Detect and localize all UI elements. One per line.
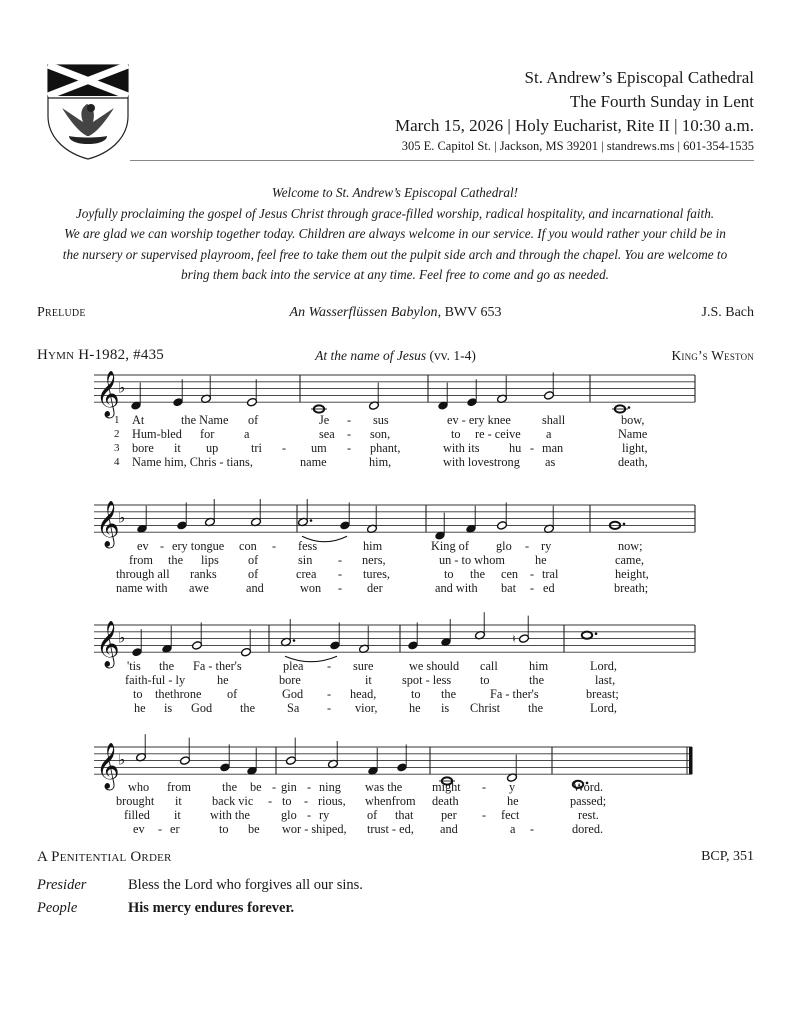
lyric-syllable: he bbox=[535, 553, 547, 567]
lyric-syllable: sea bbox=[319, 427, 335, 441]
lyric-syllable: up bbox=[206, 441, 219, 455]
lyric-syllable: - bbox=[282, 441, 287, 455]
lyric-syllable: it bbox=[365, 673, 372, 687]
lyric-syllable: ed bbox=[543, 581, 555, 595]
lyric-syllable: wor - shiped, bbox=[282, 822, 347, 836]
welcome-line: Welcome to St. Andrew’s Episcopal Cathedral! bbox=[271, 185, 519, 200]
note bbox=[285, 738, 296, 766]
lyric-syllable: he bbox=[507, 794, 519, 808]
lyric-syllable: it bbox=[174, 441, 181, 455]
flat-sign-icon: ♭ bbox=[118, 378, 126, 397]
note bbox=[368, 383, 379, 411]
lyric-syllable: faith-ful - ly bbox=[125, 673, 186, 687]
treble-clef-icon: 𝄞 bbox=[96, 501, 120, 548]
lyric-syllable: death, bbox=[618, 455, 648, 469]
penitential-label: A Penitential Order bbox=[37, 849, 172, 865]
lyric-syllable: was the bbox=[365, 780, 403, 794]
lyric-syllable: and with bbox=[435, 581, 478, 595]
church-name: St. Andrew’s Episcopal Cathedral bbox=[524, 68, 754, 87]
lyric-syllable: ev bbox=[133, 822, 145, 836]
lyric-syllable: - bbox=[272, 539, 277, 553]
lyric-syllable: to bbox=[219, 822, 229, 836]
lyric-syllable: and bbox=[440, 822, 458, 836]
lyric-syllable: sure bbox=[353, 659, 374, 673]
lyric-syllable: from bbox=[167, 780, 191, 794]
lyric-syllable: Name bbox=[618, 427, 648, 441]
lyric-syllable: per bbox=[441, 808, 457, 822]
lyric-syllable: - bbox=[338, 581, 343, 595]
lyric-syllable: - bbox=[482, 780, 487, 794]
lyric-syllable: glo bbox=[281, 808, 297, 822]
flat-sign-icon: ♭ bbox=[118, 750, 126, 769]
verse-number: 3 bbox=[114, 442, 120, 454]
note bbox=[246, 748, 257, 776]
welcome-line: We are glad we can worship together today. Children are always welcome in our service. If you would rather your child be in bbox=[64, 226, 726, 241]
lyric-syllable: to bbox=[133, 687, 143, 701]
lyric-syllable: con bbox=[239, 539, 257, 553]
lyric-syllable: fess bbox=[298, 539, 318, 553]
lyric-syllable: death bbox=[432, 794, 459, 808]
flat-sign-icon: ♭ bbox=[118, 508, 126, 527]
lyric-syllable: last, bbox=[595, 673, 616, 687]
lyric-syllable: a bbox=[546, 427, 552, 441]
lyric-syllable: he bbox=[134, 701, 146, 715]
service-line: March 15, 2026 | Holy Eucharist, Rite II | 10:30 a.m. bbox=[394, 116, 754, 135]
note bbox=[240, 629, 251, 657]
lyric-syllable: trust - ed, bbox=[367, 822, 414, 836]
lyric-syllable: der bbox=[367, 581, 383, 595]
note bbox=[434, 513, 445, 541]
final-barline bbox=[689, 747, 693, 774]
rite-line-presider bbox=[37, 877, 737, 897]
note bbox=[176, 502, 187, 530]
lyric-syllable: him, bbox=[369, 455, 392, 469]
lyric-syllable: name with bbox=[116, 581, 168, 595]
lyric-syllable: Je bbox=[319, 413, 330, 427]
lyric-syllable: the Name bbox=[181, 413, 229, 427]
staff-system bbox=[94, 371, 695, 419]
lyric-syllable: to bbox=[480, 673, 490, 687]
lyric-syllable: to bbox=[451, 427, 461, 441]
lyric-syllable: - bbox=[327, 701, 332, 715]
lyric-syllable: - bbox=[530, 441, 535, 455]
prelude-composer: J.S. Bach bbox=[701, 305, 754, 320]
lyric-syllable: sus bbox=[373, 413, 389, 427]
lyric-syllable: for bbox=[200, 427, 215, 441]
verse-number: 2 bbox=[114, 428, 120, 440]
lyric-syllable: ev - ery knee bbox=[447, 413, 511, 427]
lyric-syllable: awe bbox=[189, 581, 209, 595]
note bbox=[172, 379, 183, 407]
lyric-syllable: brought bbox=[116, 794, 155, 808]
lyric-syllable: - bbox=[338, 553, 343, 567]
hymn-title: At the name of Jesus (vv. 1-4) bbox=[315, 348, 476, 363]
note bbox=[219, 744, 230, 772]
note bbox=[506, 755, 517, 783]
lyric-syllable: shall bbox=[542, 413, 566, 427]
lyric-syllable: the bbox=[159, 659, 175, 673]
note bbox=[246, 379, 257, 407]
rite-line-people bbox=[37, 900, 737, 920]
note bbox=[496, 502, 507, 530]
lyric-syllable: won bbox=[300, 581, 322, 595]
lyric-syllable: breath; bbox=[614, 581, 649, 595]
lyric-syllable: ning bbox=[319, 780, 341, 794]
lyric-syllable: of bbox=[248, 413, 259, 427]
note bbox=[366, 506, 377, 534]
note bbox=[358, 626, 369, 654]
lyric-syllable: Hum-bled bbox=[132, 427, 182, 441]
welcome-line: bring them back into the service at any time. Feel free to come and go as needed. bbox=[181, 267, 609, 282]
note bbox=[130, 383, 141, 411]
lyric-syllable: head, bbox=[350, 687, 377, 701]
note bbox=[474, 612, 485, 640]
lyric-syllable: ry bbox=[541, 539, 552, 553]
lyric-syllable: y bbox=[509, 780, 516, 794]
note bbox=[329, 622, 340, 650]
lyric-syllable: a bbox=[510, 822, 516, 836]
note bbox=[339, 502, 350, 530]
note bbox=[582, 632, 598, 639]
lyric-syllable: the bbox=[441, 687, 457, 701]
lyric-syllable: - bbox=[482, 808, 487, 822]
lyric-syllable: of bbox=[248, 553, 259, 567]
role-label: People bbox=[37, 900, 78, 916]
lyric-syllable: Christ bbox=[470, 701, 501, 715]
lyric-syllable: sin bbox=[298, 553, 313, 567]
note bbox=[191, 622, 202, 650]
lyric-syllable: filled bbox=[124, 808, 150, 822]
lyric-syllable: gin bbox=[281, 780, 297, 794]
note bbox=[440, 619, 451, 647]
lyric-syllable: - bbox=[158, 822, 163, 836]
note bbox=[136, 506, 147, 534]
lyric-syllable: to bbox=[411, 687, 421, 701]
note bbox=[465, 506, 476, 534]
lyric-syllable: ry bbox=[319, 808, 330, 822]
lyric-syllable: un - to whom bbox=[439, 553, 505, 567]
note bbox=[543, 506, 554, 534]
lyric-syllable: - bbox=[272, 780, 277, 794]
lyric-syllable: rest. bbox=[578, 808, 599, 822]
lyric-syllable: cen bbox=[501, 567, 519, 581]
rite-text: Bless the Lord who forgives all our sins. bbox=[128, 877, 363, 893]
lyric-syllable: er bbox=[170, 822, 180, 836]
lyric-syllable: might bbox=[432, 780, 461, 794]
lyric-syllable: - bbox=[338, 567, 343, 581]
penitential-reference: BCP, 351 bbox=[701, 849, 754, 864]
lyric-syllable: of bbox=[367, 808, 378, 822]
lyric-syllable: bore bbox=[279, 673, 301, 687]
lyric-syllable: thethrone bbox=[155, 687, 202, 701]
note bbox=[200, 376, 211, 404]
lyric-syllable: the bbox=[240, 701, 256, 715]
lyric-syllable: Name him, Chris - tians, bbox=[132, 455, 253, 469]
lyric-syllable: - bbox=[347, 441, 352, 455]
lyric-syllable: ners, bbox=[362, 553, 386, 567]
lyric-syllable: name bbox=[300, 455, 327, 469]
lyric-syllable: - bbox=[327, 659, 332, 673]
lyric-syllable: a bbox=[244, 427, 250, 441]
lyric-syllable: breast; bbox=[586, 687, 619, 701]
lyric-syllable: tri bbox=[251, 441, 262, 455]
lyric-syllable: glo bbox=[496, 539, 512, 553]
note bbox=[367, 748, 378, 776]
lyric-syllable: he bbox=[409, 701, 421, 715]
lyric-syllable: is bbox=[441, 701, 450, 715]
lyric-syllable: lips bbox=[201, 553, 219, 567]
lyric-syllable: the bbox=[529, 673, 545, 687]
note bbox=[280, 619, 295, 647]
note bbox=[131, 629, 142, 657]
lyric-syllable: with the bbox=[210, 808, 250, 822]
note bbox=[543, 372, 554, 400]
lyric-syllable: the bbox=[222, 780, 238, 794]
lyric-syllable: as bbox=[545, 455, 556, 469]
lyric-syllable: 'tis bbox=[127, 659, 141, 673]
hymn-label: Hymn H-1982, #435 bbox=[37, 347, 164, 363]
note bbox=[396, 744, 407, 772]
lyric-syllable: dored. bbox=[572, 822, 604, 836]
lyric-syllable: - bbox=[268, 794, 273, 808]
lyric-syllable: to bbox=[282, 794, 292, 808]
welcome-line: the nursery or supervised playroom, feel free to take them out the pulpit side arch and through the chapel. You are welcome to bbox=[62, 246, 728, 262]
lyric-syllable: who bbox=[128, 780, 150, 794]
lyric-syllable: tures, bbox=[363, 567, 390, 581]
note bbox=[327, 741, 338, 769]
lyric-syllable: bat bbox=[501, 581, 517, 595]
lyric-syllable: it bbox=[175, 794, 182, 808]
contact-line: 305 E. Capitol St. | Jackson, MS 39201 | standrews.ms | 601-354-1535 bbox=[401, 139, 754, 153]
lyric-syllable: Lord, bbox=[590, 701, 617, 715]
note bbox=[311, 405, 327, 412]
note bbox=[512, 616, 530, 646]
lyric-syllable: King of bbox=[431, 539, 469, 553]
note bbox=[204, 499, 215, 527]
note bbox=[437, 383, 448, 411]
lyric-syllable: ranks bbox=[190, 567, 217, 581]
lyric-syllable: tral bbox=[542, 567, 559, 581]
occasion-title: The Fourth Sunday in Lent bbox=[569, 92, 754, 111]
note bbox=[135, 734, 146, 762]
lyric-syllable: through all bbox=[116, 567, 170, 581]
lyric-syllable: we should bbox=[409, 659, 460, 673]
lyric-syllable: the bbox=[528, 701, 544, 715]
lyric-syllable: phant, bbox=[370, 441, 401, 455]
lyric-syllable: God bbox=[282, 687, 304, 701]
lyric-syllable: that bbox=[395, 808, 414, 822]
lyric-syllable: plea bbox=[283, 659, 304, 673]
lyric-syllable: Fa - ther's bbox=[490, 687, 539, 701]
note bbox=[407, 622, 418, 650]
lyric-syllable: be bbox=[248, 822, 260, 836]
treble-clef-icon: 𝄞 bbox=[96, 743, 120, 790]
note bbox=[612, 405, 630, 412]
verse-number: 1 bbox=[114, 414, 120, 426]
prelude-label: Prelude bbox=[37, 305, 86, 320]
lyric-syllable: - bbox=[307, 808, 312, 822]
lyric-syllable: passed; bbox=[570, 794, 607, 808]
flat-sign-icon: ♭ bbox=[118, 628, 126, 647]
lyric-syllable: light, bbox=[622, 441, 648, 455]
lyric-syllable: - bbox=[347, 427, 352, 441]
lyric-syllable: of bbox=[227, 687, 238, 701]
lyric-syllable: - bbox=[530, 581, 535, 595]
lyric-syllable: - bbox=[530, 567, 535, 581]
lyric-syllable: with its bbox=[443, 441, 480, 455]
lyric-syllable: God bbox=[191, 701, 213, 715]
welcome-line: Joyfully proclaiming the gospel of Jesus Christ through grace-filled worship, radical hospitality, and incarnational faith. bbox=[75, 205, 715, 221]
role-label: Presider bbox=[37, 877, 87, 893]
lyric-syllable: back vic bbox=[212, 794, 254, 808]
penitential-row bbox=[37, 849, 754, 869]
note bbox=[250, 499, 261, 527]
treble-clef-icon: 𝄞 bbox=[96, 621, 120, 668]
lyric-syllable: - bbox=[304, 794, 309, 808]
lyric-syllable: height, bbox=[615, 567, 649, 581]
lyric-syllable: - bbox=[347, 413, 352, 427]
lyric-syllable: the bbox=[168, 553, 184, 567]
prelude-title: An Wasserflüssen Babylon, BWV 653 bbox=[289, 305, 502, 320]
lyric-syllable: Lord, bbox=[590, 659, 617, 673]
lyric-syllable: spot - less bbox=[402, 673, 452, 687]
note bbox=[179, 738, 190, 766]
lyric-syllable: - bbox=[525, 539, 530, 553]
lyric-syllable: bore bbox=[132, 441, 154, 455]
lyric-syllable: he bbox=[217, 673, 229, 687]
note bbox=[496, 376, 507, 404]
lyric-syllable: vior, bbox=[355, 701, 378, 715]
lyric-syllable: crea bbox=[296, 567, 317, 581]
treble-clef-icon: 𝄞 bbox=[96, 371, 120, 418]
lyric-syllable: call bbox=[480, 659, 498, 673]
lyric-syllable: fect bbox=[501, 808, 520, 822]
lyric-syllable: the bbox=[470, 567, 486, 581]
hymn-tune: King’s Weston bbox=[671, 348, 754, 363]
lyric-syllable: bow, bbox=[621, 413, 645, 427]
lyric-syllable: re - ceive bbox=[475, 427, 521, 441]
rite-text: His mercy endures forever. bbox=[128, 900, 295, 916]
lyric-syllable: ev bbox=[137, 539, 149, 553]
lyric-syllable: him bbox=[529, 659, 549, 673]
lyric-syllable: - bbox=[530, 822, 535, 836]
lyric-syllable: of bbox=[248, 567, 259, 581]
lyric-syllable: Sa bbox=[287, 701, 300, 715]
lyric-syllable: ery tongue bbox=[172, 539, 225, 553]
lyric-syllable: came, bbox=[615, 553, 645, 567]
lyric-syllable: - bbox=[307, 780, 312, 794]
lyric-syllable: now; bbox=[618, 539, 643, 553]
natural-sign-icon: ♮ bbox=[512, 632, 516, 646]
lyric-syllable: with lovestrong bbox=[443, 455, 520, 469]
lyric-syllable: - bbox=[327, 687, 332, 701]
lyric-syllable: um bbox=[311, 441, 327, 455]
note bbox=[466, 379, 477, 407]
lyric-syllable: it bbox=[174, 808, 181, 822]
lyric-syllable: from bbox=[129, 553, 153, 567]
note bbox=[161, 626, 172, 654]
lyric-syllable: Word. bbox=[573, 780, 604, 794]
lyric-syllable: Fa - ther's bbox=[193, 659, 242, 673]
lyric-syllable: to bbox=[444, 567, 454, 581]
note bbox=[297, 499, 312, 527]
lyric-syllable: whenfrom bbox=[365, 794, 416, 808]
lyric-syllable: man bbox=[542, 441, 564, 455]
lyric-syllable: rious, bbox=[318, 794, 346, 808]
verse-number: 4 bbox=[114, 456, 120, 468]
lyric-syllable: and bbox=[246, 581, 264, 595]
lyric-syllable: - bbox=[160, 539, 165, 553]
lyric-syllable: hu bbox=[509, 441, 522, 455]
lyric-syllable: him bbox=[363, 539, 383, 553]
lyric-syllable: be bbox=[250, 780, 262, 794]
lyric-syllable: At bbox=[132, 413, 145, 427]
lyric-syllable: son, bbox=[370, 427, 391, 441]
lyric-syllable: is bbox=[164, 701, 173, 715]
